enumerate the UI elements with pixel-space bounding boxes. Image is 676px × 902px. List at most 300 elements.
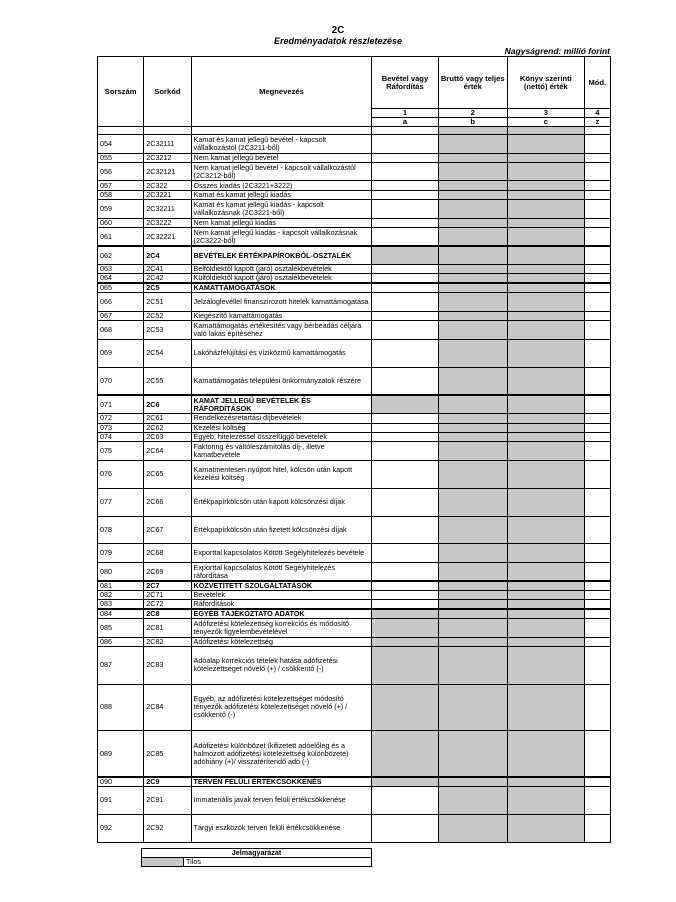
table-row: [98, 619, 611, 638]
value-cell-3: [507, 181, 584, 190]
value-cell-3: [507, 246, 584, 265]
value-cell-2: [438, 274, 507, 284]
value-cell-4[interactable]: [584, 647, 610, 684]
header-col4: Mód.: [584, 57, 610, 109]
row-code: 2C84: [144, 684, 191, 731]
row-name: Adófizetési kötelezettség: [191, 638, 372, 647]
value-cell-2: [438, 581, 507, 591]
table-row: [98, 600, 611, 610]
value-cell-3: [507, 544, 584, 563]
value-cell-2: [438, 218, 507, 227]
value-cell-4[interactable]: [584, 442, 610, 461]
value-cell-1: [372, 647, 438, 684]
row-name: Külföldiektől kapott (járó) osztalékbevételek: [191, 274, 372, 284]
row-code: 2C92: [144, 814, 191, 842]
value-cell-2: [438, 684, 507, 731]
row-number: 056: [98, 162, 144, 181]
value-cell-2: [438, 731, 507, 778]
row-name: Nem kamat jellegű kiadás - kapcsolt vállalkozásnak (2C3222-ből): [191, 227, 372, 246]
row-number: 080: [98, 563, 144, 582]
row-code: 2C3221: [144, 190, 191, 199]
value-cell-1: [372, 777, 438, 787]
value-cell-2: [438, 162, 507, 181]
row-number: 081: [98, 581, 144, 591]
value-cell-4[interactable]: [584, 312, 610, 321]
value-cell-3: [507, 312, 584, 321]
row-code: 2C7: [144, 581, 191, 591]
value-cell-1[interactable]: [372, 432, 438, 441]
row-code: 2C83: [144, 647, 191, 684]
table-row: [98, 200, 611, 219]
value-cell-4[interactable]: [584, 200, 610, 219]
table-row: [98, 442, 611, 461]
row-name: Kamat és kamat jellegű bevétel - kapcsolt vállalkozástól (2C3211-ből): [191, 135, 372, 154]
value-cell-4[interactable]: [584, 283, 610, 293]
row-name: Nem kamat jellegű bevétel: [191, 153, 372, 162]
row-name: Exporttal kapcsolatos Kötött Segélyhitelezés bevétele: [191, 544, 372, 563]
value-cell-3: [507, 162, 584, 181]
value-cell-3: [507, 731, 584, 778]
value-cell-1[interactable]: [372, 339, 438, 367]
row-name: Jelzáloglevéllel finanszírozott hitelek kamattámogatása: [191, 293, 372, 312]
row-number: 069: [98, 339, 144, 367]
row-number: 063: [98, 265, 144, 274]
row-number: 073: [98, 423, 144, 432]
header-let1: a: [372, 118, 438, 127]
value-cell-1[interactable]: [372, 181, 438, 190]
table-row: [98, 516, 611, 544]
table-row: [98, 591, 611, 600]
row-number: 058: [98, 190, 144, 199]
row-number: 076: [98, 460, 144, 488]
row-code: 2C66: [144, 488, 191, 516]
value-cell-2: [438, 544, 507, 563]
value-cell-2: [438, 135, 507, 154]
value-cell-1[interactable]: [372, 367, 438, 395]
table-row: [98, 135, 611, 154]
value-cell-3: [507, 609, 584, 619]
value-cell-3: [507, 814, 584, 842]
value-cell-3: [507, 600, 584, 610]
value-cell-4[interactable]: [584, 516, 610, 544]
value-cell-2: [438, 265, 507, 274]
row-code: 2C4: [144, 246, 191, 265]
value-cell-2: [438, 591, 507, 600]
value-cell-1[interactable]: [372, 135, 438, 154]
row-number: 087: [98, 647, 144, 684]
table-row: [98, 488, 611, 516]
value-cell-3: [507, 684, 584, 731]
row-number: 062: [98, 246, 144, 265]
header-num3: 3: [507, 109, 584, 118]
value-cell-2: [438, 600, 507, 610]
value-cell-2: [438, 638, 507, 647]
value-cell-2: [438, 414, 507, 423]
value-cell-4[interactable]: [584, 787, 610, 815]
row-name: Adófizetési különbözet (kifizetett adóelőleg és a halmozott adófizetési kötelezettség különbözete) adóhiány (+)/ visszatérítendő adó (-): [191, 731, 372, 778]
value-cell-4[interactable]: [584, 190, 610, 199]
value-cell-4[interactable]: [584, 731, 610, 778]
value-cell-2: [438, 460, 507, 488]
value-cell-2: [438, 200, 507, 219]
row-number: 084: [98, 609, 144, 619]
row-code: 2C71: [144, 591, 191, 600]
row-code: 2C32121: [144, 162, 191, 181]
value-cell-4[interactable]: [584, 135, 610, 154]
unit-label: Nagyságrend: millió forint: [504, 46, 610, 56]
table-row: [98, 647, 611, 684]
row-name: Ráfordítások: [191, 600, 372, 610]
row-number: 074: [98, 432, 144, 441]
value-cell-1[interactable]: [372, 600, 438, 610]
row-number: 079: [98, 544, 144, 563]
value-cell-1[interactable]: [372, 516, 438, 544]
value-cell-1: [372, 609, 438, 619]
row-code: 2C9: [144, 777, 191, 787]
form-title: Eredményadatok részletezése: [273, 36, 403, 46]
header-megnevezes: Megnevezés: [191, 57, 372, 127]
value-cell-3: [507, 563, 584, 582]
value-cell-1[interactable]: [372, 312, 438, 321]
value-cell-1[interactable]: [372, 265, 438, 274]
row-number: 078: [98, 516, 144, 544]
value-cell-1: [372, 395, 438, 414]
row-code: 2C64: [144, 442, 191, 461]
row-code: 2C32111: [144, 135, 191, 154]
row-name: Exporttal kapcsolatos Kötött Segélyhitelezés ráfordítása: [191, 563, 372, 582]
value-cell-2: [438, 153, 507, 162]
value-cell-2: [438, 321, 507, 340]
value-cell-2: [438, 293, 507, 312]
value-cell-1[interactable]: [372, 581, 438, 591]
table-row: [98, 367, 611, 395]
row-number: 082: [98, 591, 144, 600]
value-cell-1[interactable]: [372, 200, 438, 219]
value-cell-3: [507, 218, 584, 227]
row-number: 061: [98, 227, 144, 246]
header-num4: 4: [584, 109, 610, 118]
value-cell-2: [438, 442, 507, 461]
row-name: Nem kamat jellegű kiadás: [191, 218, 372, 227]
row-number: 091: [98, 787, 144, 815]
row-code: 2C63: [144, 432, 191, 441]
value-cell-2: [438, 339, 507, 367]
value-cell-4[interactable]: [584, 395, 610, 414]
value-cell-1[interactable]: [372, 190, 438, 199]
table-row: [98, 609, 611, 619]
value-cell-4[interactable]: [584, 218, 610, 227]
row-name: Tárgyi eszközök terven felüli értékcsökkenése: [191, 814, 372, 842]
header-let4: z: [584, 118, 610, 127]
row-number: 070: [98, 367, 144, 395]
row-name: KÖZVETÍTETT SZOLGÁLTATÁSOK: [191, 581, 372, 591]
header-num1: 1: [372, 109, 438, 118]
header-sorkod: Sorkód: [144, 57, 191, 127]
value-cell-3: [507, 200, 584, 219]
value-cell-3: [507, 432, 584, 441]
row-name: Adóalap korrekciós tételek hatása adófizetési kötelezettséget növelő (+) / csökkentő (-): [191, 647, 372, 684]
value-cell-1[interactable]: [372, 814, 438, 842]
legend-swatch: [142, 858, 184, 867]
value-cell-1: [372, 684, 438, 731]
value-cell-4[interactable]: [584, 153, 610, 162]
value-cell-3: [507, 265, 584, 274]
value-cell-3: [507, 339, 584, 367]
table-row: [98, 162, 611, 181]
row-code: 2C6: [144, 395, 191, 414]
value-cell-2: [438, 312, 507, 321]
value-cell-4[interactable]: [584, 293, 610, 312]
value-cell-1[interactable]: [372, 283, 438, 293]
value-cell-1[interactable]: [372, 488, 438, 516]
row-number: 085: [98, 619, 144, 638]
row-code: 2C72: [144, 600, 191, 610]
value-cell-1[interactable]: [372, 162, 438, 181]
value-cell-2: [438, 516, 507, 544]
value-cell-2: [438, 777, 507, 787]
row-name: KAMATTÁMOGATÁSOK: [191, 283, 372, 293]
row-code: 2C91: [144, 787, 191, 815]
row-code: 2C81: [144, 619, 191, 638]
row-number: 057: [98, 181, 144, 190]
row-number: 060: [98, 218, 144, 227]
value-cell-2: [438, 283, 507, 293]
row-number: 088: [98, 684, 144, 731]
row-number: 089: [98, 731, 144, 778]
table-row: [98, 181, 611, 190]
row-name: Kezelési költség: [191, 423, 372, 432]
header-col1: Bevétel vagy Ráfordítás: [372, 57, 438, 109]
row-code: 2C62: [144, 423, 191, 432]
value-cell-3: [507, 153, 584, 162]
value-cell-2: [438, 432, 507, 441]
row-name: KAMAT JELLEGŰ BEVÉTELEK ÉS RÁFORDÍTÁSOK: [191, 395, 372, 414]
row-code: 2C69: [144, 563, 191, 582]
value-cell-3: [507, 367, 584, 395]
value-cell-2: [438, 367, 507, 395]
value-cell-3: [507, 619, 584, 638]
row-code: 2C41: [144, 265, 191, 274]
row-name: BEVÉTELEK ÉRTÉKPAPÍROKBÓL-OSZTALÉK: [191, 246, 372, 265]
spacer-row: [98, 127, 611, 135]
row-code: 2C51: [144, 293, 191, 312]
header-num2: 2: [438, 109, 507, 118]
table-row: [98, 190, 611, 199]
row-code: 2C322: [144, 181, 191, 190]
row-code: 2C54: [144, 339, 191, 367]
value-cell-3: [507, 321, 584, 340]
row-code: 2C32211: [144, 200, 191, 219]
row-name: EGYÉB TÁJÉKOZTATÓ ADATOK: [191, 609, 372, 619]
row-number: 054: [98, 135, 144, 154]
row-name: Kamatmentesen nyújtott hitel, kölcsön után kapott kezelési költség: [191, 460, 372, 488]
value-cell-4[interactable]: [584, 460, 610, 488]
table-row: [98, 423, 611, 432]
header-col2: Bruttó vagy teljes érték: [438, 57, 507, 109]
row-code: 2C52: [144, 312, 191, 321]
table-row: [98, 581, 611, 591]
value-cell-3: [507, 293, 584, 312]
value-cell-4[interactable]: [584, 162, 610, 181]
row-number: 066: [98, 293, 144, 312]
row-number: 090: [98, 777, 144, 787]
value-cell-4[interactable]: [584, 619, 610, 638]
value-cell-4[interactable]: [584, 265, 610, 274]
value-cell-2: [438, 787, 507, 815]
value-cell-1[interactable]: [372, 460, 438, 488]
row-name: Nem kamat jellegű bevétel - kapcsolt vállalkozástól (2C3212-ből): [191, 162, 372, 181]
value-cell-1[interactable]: [372, 591, 438, 600]
table-row: [98, 227, 611, 246]
value-cell-4[interactable]: [584, 638, 610, 647]
table-row: [98, 339, 611, 367]
row-code: 2C8: [144, 609, 191, 619]
value-cell-4[interactable]: [584, 181, 610, 190]
value-cell-4[interactable]: [584, 563, 610, 582]
row-number: 071: [98, 395, 144, 414]
table-row: [98, 460, 611, 488]
value-cell-1[interactable]: [372, 321, 438, 340]
value-cell-2: [438, 488, 507, 516]
row-name: Egyéb, az adófizetési kötelezettséget módosító tényezők adófizetési kötelezettséget növelő (+) / csökkentő (-): [191, 684, 372, 731]
value-cell-1[interactable]: [372, 274, 438, 284]
row-number: 086: [98, 638, 144, 647]
value-cell-3: [507, 777, 584, 787]
value-cell-1[interactable]: [372, 153, 438, 162]
row-name: Rendelkezésretartási díjbevételek: [191, 414, 372, 423]
table-row: [98, 563, 611, 582]
value-cell-1[interactable]: [372, 227, 438, 246]
row-code: 2C3212: [144, 153, 191, 162]
value-cell-3: [507, 442, 584, 461]
value-cell-4[interactable]: [584, 488, 610, 516]
row-code: 2C3222: [144, 218, 191, 227]
value-cell-4[interactable]: [584, 339, 610, 367]
row-name: Faktoring és váltóleszámítolás díj-, illetve kamatbevétele: [191, 442, 372, 461]
value-cell-3: [507, 591, 584, 600]
value-cell-1[interactable]: [372, 544, 438, 563]
table-row: [98, 312, 611, 321]
value-cell-4[interactable]: [584, 609, 610, 619]
table-row: [98, 814, 611, 842]
value-cell-4[interactable]: [584, 227, 610, 246]
value-cell-3: [507, 581, 584, 591]
value-cell-3: [507, 190, 584, 199]
value-cell-3: [507, 135, 584, 154]
table-row: [98, 218, 611, 227]
table-row: [98, 293, 611, 312]
value-cell-3: [507, 460, 584, 488]
legend: [141, 848, 372, 867]
row-name: Kamat és kamat jellegű kiadás: [191, 190, 372, 199]
value-cell-4[interactable]: [584, 414, 610, 423]
value-cell-4[interactable]: [584, 274, 610, 284]
row-number: 083: [98, 600, 144, 610]
row-name: Lakóházfelújítási és víziközmű kamattámogatás: [191, 339, 372, 367]
row-number: 068: [98, 321, 144, 340]
value-cell-1[interactable]: [372, 218, 438, 227]
table-row: [98, 544, 611, 563]
row-name: Értékpapírkölcsön után fizetett kölcsönzési díjak: [191, 516, 372, 544]
value-cell-4[interactable]: [584, 367, 610, 395]
header-let3: c: [507, 118, 584, 127]
row-number: 065: [98, 283, 144, 293]
value-cell-1[interactable]: [372, 423, 438, 432]
table-row: [98, 274, 611, 284]
value-cell-1[interactable]: [372, 787, 438, 815]
value-cell-2: [438, 619, 507, 638]
row-name: Kamat és kamat jellegű kiadás - kapcsolt vállalkozásnak (2C3221-ből): [191, 200, 372, 219]
row-code: 2C5: [144, 283, 191, 293]
form-code: 2C: [331, 25, 345, 36]
row-code: 2C53: [144, 321, 191, 340]
header-let2: b: [438, 118, 507, 127]
row-number: 092: [98, 814, 144, 842]
value-cell-1: [372, 731, 438, 778]
header-sorszam: Sorszám: [98, 57, 144, 127]
value-cell-1[interactable]: [372, 442, 438, 461]
row-number: 059: [98, 200, 144, 219]
value-cell-4[interactable]: [584, 432, 610, 441]
row-name: Összes kiadás (2C3221+3222): [191, 181, 372, 190]
table-row: [98, 395, 611, 414]
row-name: Egyéb, hitelezéssel összefüggő bevételek: [191, 432, 372, 441]
row-code: 2C85: [144, 731, 191, 778]
row-number: 075: [98, 442, 144, 461]
value-cell-4[interactable]: [584, 814, 610, 842]
row-name: Adófizetési kötelezettség korrekciós és módosító tényezők figyelembevételével: [191, 619, 372, 638]
value-cell-2: [438, 181, 507, 190]
value-cell-3: [507, 516, 584, 544]
table-row: [98, 432, 611, 441]
row-code: 2C55: [144, 367, 191, 395]
row-number: 064: [98, 274, 144, 284]
value-cell-3: [507, 647, 584, 684]
value-cell-1[interactable]: [372, 563, 438, 582]
legend-item: Tilos: [184, 858, 372, 867]
value-cell-4[interactable]: [584, 684, 610, 731]
value-cell-1: [372, 619, 438, 638]
row-code: 2C67: [144, 516, 191, 544]
value-cell-1[interactable]: [372, 414, 438, 423]
row-name: Kiegészítő kamattámogatás: [191, 312, 372, 321]
value-cell-3: [507, 423, 584, 432]
table-row: [98, 321, 611, 340]
value-cell-4[interactable]: [584, 423, 610, 432]
legend-title: Jelmagyarázat: [142, 849, 372, 858]
value-cell-4[interactable]: [584, 581, 610, 591]
value-cell-4[interactable]: [584, 544, 610, 563]
value-cell-2: [438, 814, 507, 842]
value-cell-1[interactable]: [372, 293, 438, 312]
value-cell-4[interactable]: [584, 777, 610, 787]
value-cell-4[interactable]: [584, 591, 610, 600]
table-row: [98, 246, 611, 265]
value-cell-4[interactable]: [584, 246, 610, 265]
table-row: [98, 787, 611, 815]
value-cell-3: [507, 227, 584, 246]
value-cell-2: [438, 190, 507, 199]
table-row: [98, 731, 611, 778]
value-cell-3: [507, 638, 584, 647]
value-cell-1: [372, 246, 438, 265]
table-row: [98, 414, 611, 423]
row-code: 2C68: [144, 544, 191, 563]
row-name: Értékpapírkölcsön után kapott kölcsönzési díjak: [191, 488, 372, 516]
value-cell-4[interactable]: [584, 600, 610, 610]
value-cell-4[interactable]: [584, 321, 610, 340]
row-name: Kamattámogatás értékesítés vagy bérbeadás céljára való lakás építéséhez: [191, 321, 372, 340]
